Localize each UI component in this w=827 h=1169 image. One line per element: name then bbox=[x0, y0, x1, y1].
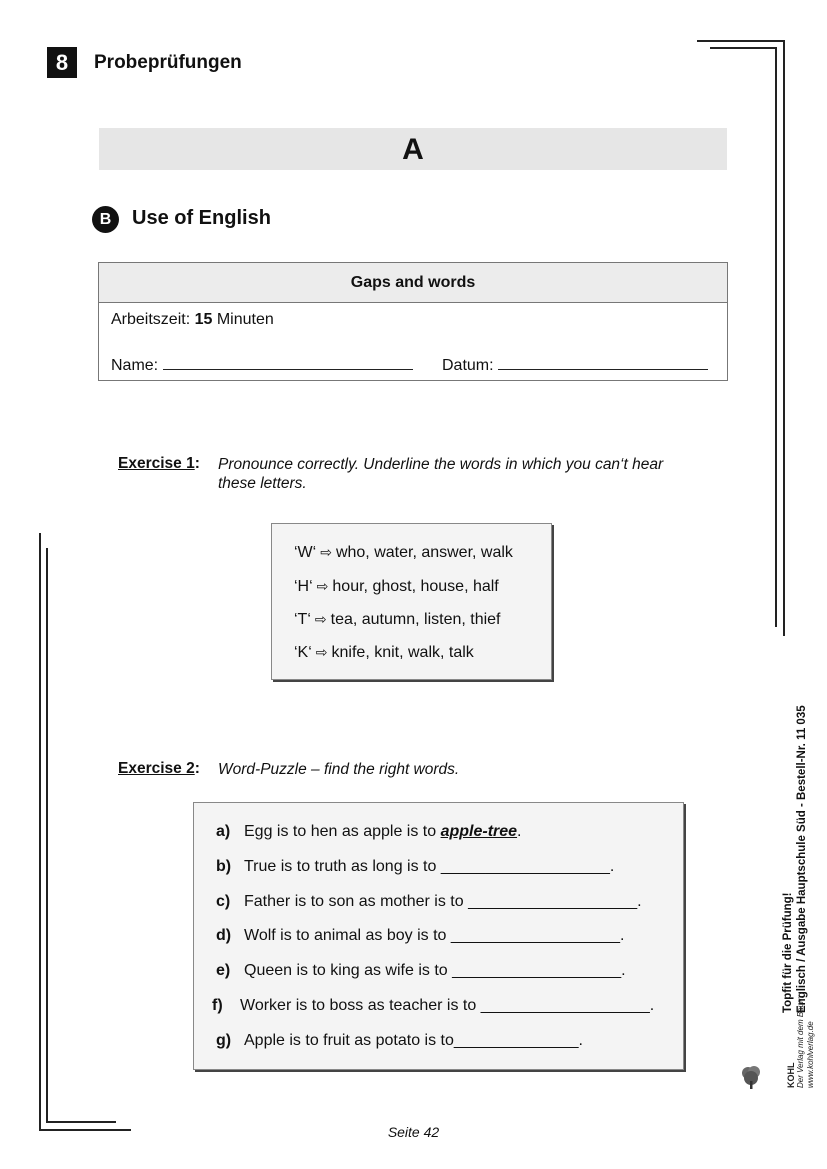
publisher-url: www.kohlverlag.de bbox=[806, 1021, 815, 1088]
chapter-number: 8 bbox=[47, 47, 77, 78]
test-version-banner: A bbox=[99, 128, 727, 170]
side-edition: Englisch / Ausgabe Hauptschule Süd - Bestell-Nr. 11 035 bbox=[796, 705, 808, 1013]
arrow-right-icon: ⇨ bbox=[316, 578, 329, 594]
arrow-right-icon: ⇨ bbox=[315, 644, 328, 660]
item-letter: d) bbox=[216, 927, 232, 944]
exercise1-instruction bbox=[218, 455, 698, 493]
exercise1-words[interactable]: who, water, answer, walk bbox=[335, 544, 513, 561]
worktime bbox=[111, 311, 274, 329]
side-publisher-info bbox=[786, 996, 816, 1088]
frame-left-outer bbox=[39, 533, 41, 1131]
side-publication-info bbox=[781, 705, 809, 1013]
frame-right-inner bbox=[775, 47, 777, 627]
arrow-right-icon: ⇨ bbox=[320, 544, 332, 560]
exercise1-words[interactable]: knife, knit, walk, talk bbox=[331, 644, 474, 661]
exercise1-instruction-line1: Pronounce correctly. Underline the words in which you can‘t hear bbox=[218, 456, 664, 473]
name-label: Name: bbox=[111, 357, 159, 374]
exercise1-row bbox=[294, 611, 501, 629]
publisher-slogan: Der Verlag mit dem Baum bbox=[796, 996, 805, 1088]
exercise1-row bbox=[294, 544, 513, 562]
publisher-name: KOHL bbox=[786, 1062, 796, 1088]
page-number: Seite 42 bbox=[387, 1124, 440, 1140]
section-badge: B bbox=[92, 206, 119, 233]
exercise1-letter: ‘K‘ bbox=[294, 644, 312, 661]
exercise1-instruction-line2: these letters. bbox=[218, 475, 307, 492]
exercise1-colon: : bbox=[194, 455, 200, 472]
exercise1-words[interactable]: tea, autumn, listen, thief bbox=[330, 611, 501, 628]
exercise1-heading bbox=[118, 455, 200, 473]
exercise1-letter: ‘H‘ bbox=[294, 578, 313, 595]
exercise2-heading bbox=[118, 760, 200, 778]
item-letter: f) bbox=[212, 997, 223, 1014]
item-letter: b) bbox=[216, 858, 232, 875]
item-text[interactable]: Apple is to fruit as potato is to______________. bbox=[244, 1032, 583, 1049]
exercise1-letter: ‘W‘ bbox=[294, 544, 317, 561]
side-title: Topfit für die Prüfung! bbox=[782, 892, 794, 1013]
exercise2-instruction: Word-Puzzle – find the right words. bbox=[218, 761, 460, 778]
item-text: Egg is to hen as apple is to bbox=[244, 823, 441, 840]
exercise2-item[interactable] bbox=[216, 962, 626, 980]
exercise2-colon: : bbox=[194, 760, 200, 777]
exercise2-item bbox=[216, 823, 522, 841]
exercise1-label: Exercise 1 bbox=[118, 455, 195, 472]
frame-right-outer bbox=[783, 40, 785, 636]
exercise2-label: Exercise 2 bbox=[118, 760, 195, 777]
item-text[interactable]: True is to truth as long is to ___________________. bbox=[244, 858, 615, 875]
exercise1-words[interactable]: hour, ghost, house, half bbox=[332, 578, 499, 595]
name-field[interactable] bbox=[111, 355, 413, 375]
item-end: . bbox=[517, 823, 522, 840]
section-title: Use of English bbox=[132, 207, 271, 229]
worktime-value: 15 bbox=[194, 311, 213, 328]
exercise2-item[interactable] bbox=[212, 997, 654, 1015]
worktime-label: Arbeitszeit: bbox=[111, 311, 195, 328]
exercise2-item[interactable] bbox=[216, 893, 642, 911]
exercise1-row bbox=[294, 644, 474, 662]
exercise2-box bbox=[193, 802, 684, 1070]
worktime-unit: Minuten bbox=[212, 311, 274, 328]
frame-left-inner bbox=[46, 548, 48, 1123]
date-label: Datum: bbox=[442, 357, 494, 374]
exercise1-row bbox=[294, 578, 499, 596]
chapter-title: Probeprüfungen bbox=[94, 52, 242, 73]
tree-logo-icon bbox=[740, 1064, 762, 1090]
item-letter: c) bbox=[216, 893, 231, 910]
item-letter: g) bbox=[216, 1032, 232, 1049]
exercise1-box bbox=[271, 523, 552, 680]
item-text[interactable]: Wolf is to animal as boy is to ___________________. bbox=[244, 927, 625, 944]
item-text[interactable]: Worker is to boss as teacher is to ___________________. bbox=[240, 997, 655, 1014]
info-box bbox=[98, 262, 728, 381]
exercise2-item[interactable] bbox=[216, 1032, 583, 1050]
item-letter: e) bbox=[216, 962, 231, 979]
date-field[interactable] bbox=[442, 355, 708, 375]
frame-top-right-outer bbox=[697, 40, 785, 42]
date-blank[interactable] bbox=[498, 355, 708, 370]
frame-top-right-inner bbox=[710, 47, 777, 49]
info-box-header: Gaps and words bbox=[99, 263, 727, 303]
item-text[interactable]: Queen is to king as wife is to ___________________. bbox=[244, 962, 626, 979]
item-letter: a) bbox=[216, 823, 231, 840]
name-blank[interactable] bbox=[163, 355, 413, 370]
exercise2-item[interactable] bbox=[216, 927, 624, 945]
exercise2-item[interactable] bbox=[216, 858, 614, 876]
example-answer: apple-tree bbox=[440, 823, 518, 840]
item-text[interactable]: Father is to son as mother is to ___________________. bbox=[244, 893, 642, 910]
exercise1-letter: ‘T‘ bbox=[294, 611, 311, 628]
arrow-right-icon: ⇨ bbox=[314, 611, 327, 627]
frame-bottom-left-inner bbox=[46, 1121, 116, 1123]
